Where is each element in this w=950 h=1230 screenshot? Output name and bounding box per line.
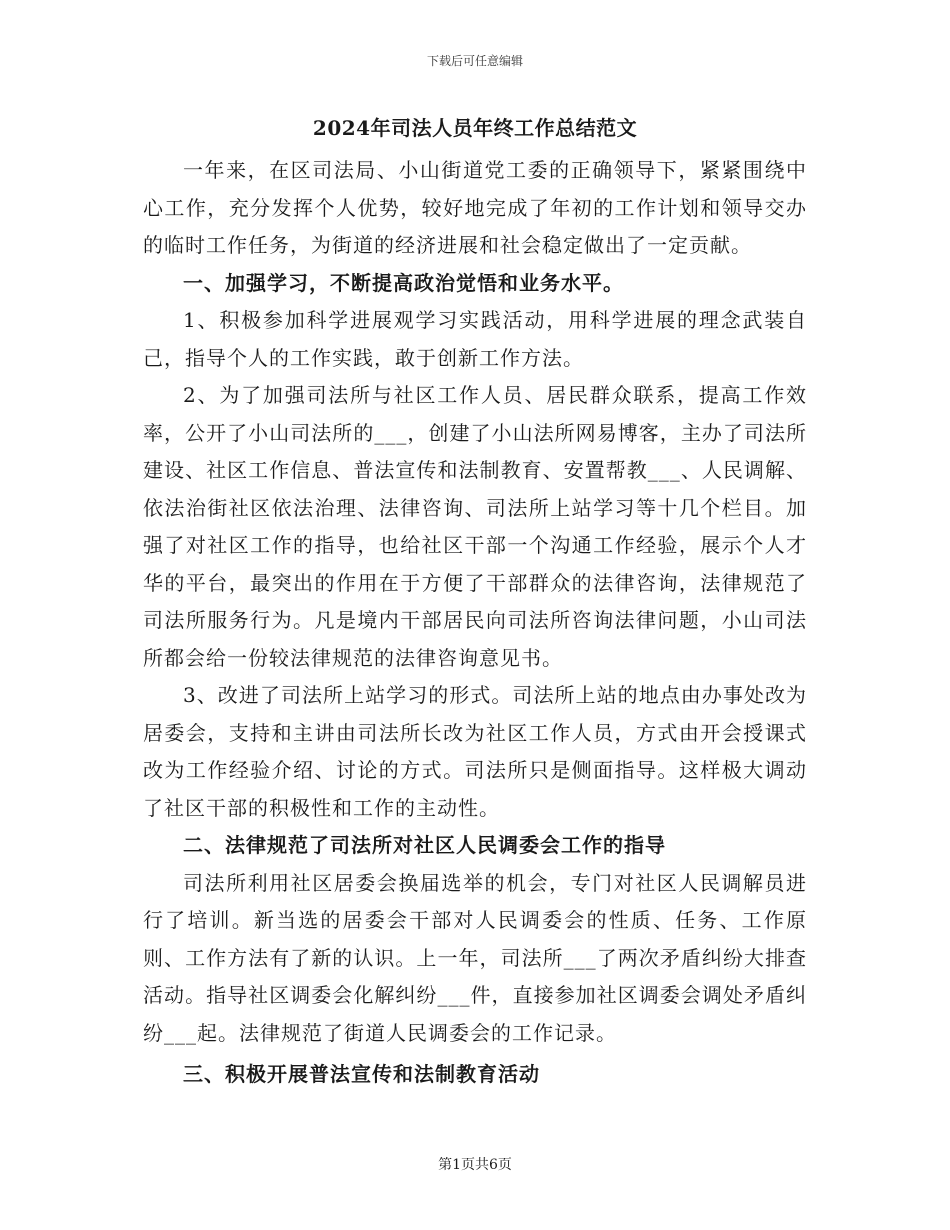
section-heading-3: 三、积极开展普法宣传和法制教育活动 [183,1062,540,1086]
section-heading-2: 二、法律规范了司法所对社区人民调委会工作的指导 [183,833,666,857]
paragraph-item-1: 1、积极参加科学进展观学习实践活动，用科学进展的理念武装自己，指导个人的工作实践，敢于创新工作方法。 [143,308,807,370]
paragraph-item-3: 3、改进了司法所上站学习的形式。司法所上站的地点由办事处改为居委会，支持和主讲由司法所长改为社区工作人员，方式由开会授课式改为工作经验介绍、讨论的方式。司法所只是侧面指导。这样极大调动了社区干部的积极性和工作的主动性。 [143,683,807,820]
page-header-note: 下载后可任意编辑 [426,54,523,68]
page-number: 第1页共6页 [438,1157,512,1173]
document-page [143,110,807,1094]
section-heading-1: 一、加强学习，不断提高政治觉悟和业务水平。 [183,270,624,295]
document-title: 2024年司法人员年终工作总结范文 [312,116,638,140]
intro-paragraph: 一年来，在区司法局、小山街道党工委的正确领导下，紧紧围绕中心工作，充分发挥个人优势，较好地完成了年初的工作计划和领导交办的临时工作任务，为街道的经济进展和社会稳定做出了一定贡献。 [143,158,807,257]
section-2-paragraph: 司法所利用社区居委会换届选举的机会，专门对社区人民调解员进行了培训。新当选的居委会干部对人民调委会的性质、任务、工作原则、工作方法有了新的认识。上一年，司法所___了两次矛盾纠纷大排查活动。指导社区调委会化解纠纷___件，直接参加社区调委会调处矛盾纠纷___起。法律规范了街道人民调委会的工作记录。 [143,870,807,1045]
paragraph-item-2: 2、为了加强司法所与社区工作人员、居民群众联系，提高工作效率，公开了小山司法所的___，创建了小山法所网易博客，主办了司法所建设、社区工作信息、普法宣传和法制教育、安置帮教___、人民调解、依法治街社区依法治理、法律咨询、司法所上站学习等十几个栏目。加强了对社区工作的指导，也给社区干部一个沟通工作经验，展示个人才华的平台，最突出的作用在于方便了干部群众的法律咨询，法律规范了司法所服务行为。凡是境内干部居民向司法所咨询法律问题，小山司法所都会给一份较法律规范的法律咨询意见书。 [143,383,807,670]
